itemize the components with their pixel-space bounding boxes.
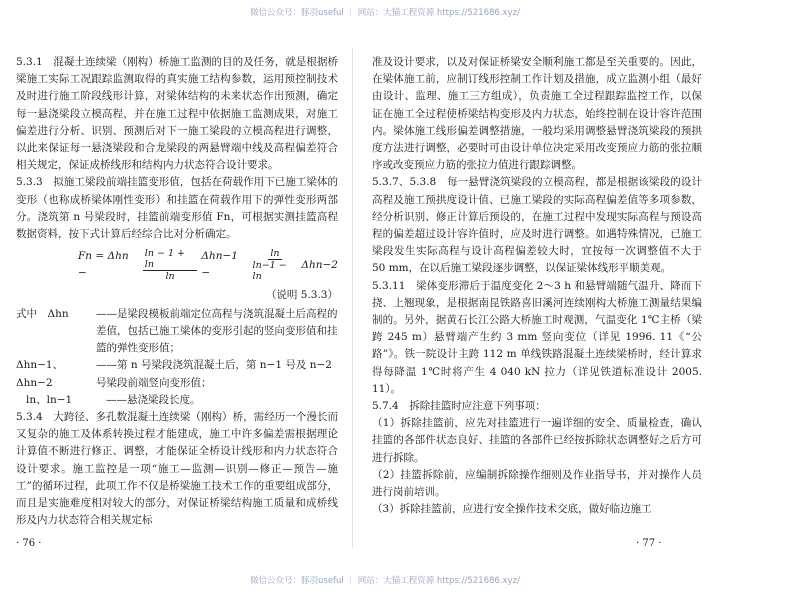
definition-symbol: ln、ln−1 [26, 393, 73, 406]
section-5-3-4-continued: 准及设计要求，以及对保证桥梁安全顺利施工都是至关重要的。因此，在梁体施工前，应制订线形控制工作计划及措施，成立监测小组（最好由设计、监理、施工三方组成），负责施工全过程跟踪监控工作，以保证在施工全过程使桥梁结构变形及内力状态，始终控制在设计容许范围内。梁体施工线形偏差调整措施，一般均采用调整悬臂浇筑梁段的预拱度方法进行调整，必要时可由设计单位决定采用改变预应力筋的张拉顺序或改变预应力筋的张拉力值进行跟踪调整。 [372, 56, 702, 172]
right-page-number: · 77 · [636, 538, 662, 549]
definition-text: ——是梁段模板前端定位高程与浇筑混凝土后高程的差值，包括已施工梁体的变形引起的竖向变形值和挂篮的弹性变形值； [96, 307, 338, 355]
formula-fraction-2 [253, 248, 298, 282]
left-page-number: · 76 · [16, 538, 42, 549]
section-5-3-11: 5.3.11 梁体变形滞后于温度变化 2～3 h 和悬臂端随气温升、降而下挠、上翘现象，是根据南昆铁路喜旧溪河连续刚构大桥施工测量结果编制的。另外，据黄石长江公路大桥施工时观测，气温变化 1℃主桥（梁跨 245 m）悬臂端产生约 3 mm 竖向变位（详见 1996. 11《“公路”》。铁一院设计主跨 112 m 单线铁路混凝土连续梁桥时，经计算求得每降温 1℃时将产生 4 040 kN 拉力（详见铁道标准设计 2005. 11）。 [372, 279, 702, 395]
definition-symbol: 式中 Δhn [16, 307, 69, 320]
equation-label: （说明 5.3.3） [265, 288, 338, 301]
section-5-7-4: 5.7.4 拆除挂篮时应注意下列事项： [372, 400, 546, 413]
formula-fraction-1 [143, 248, 198, 282]
formula-lhs: Fn = Δhn − [78, 250, 129, 280]
fraction-1-denominator: ln [165, 271, 175, 283]
definition-symbol: Δhn−1、Δhn−2 [16, 359, 64, 389]
fraction-1-numerator: ln − 1 + ln [143, 248, 198, 271]
left-page [16, 54, 338, 529]
definition-row [16, 392, 338, 409]
bottom-watermark: 微信公众号：豚羽useful ｜ 网站：大猫工程资源 https://521686.xyz/ [250, 576, 520, 586]
section-5-3-4: 5.3.4 大跨径、多孔数混凝土连续梁（刚构）桥，需经历一个漫长而又复杂的施工及体系转换过程才能建成，施工中许多偏差需根据理论计算值不断进行修正、调整，才能保证全桥设计线形和内力状态符合设计要求。施工监控是一项“施工—监测—识别—修正—预告—施工”的循环过程，此项工作不仅是桥梁施工技术工作的重要组成部分，而且是实施难度相对较大的部分，对保证桥梁结构施工质量和成桥线形及内力状态符合相关规定标 [16, 411, 338, 527]
formula-tail: Δhn−2 [301, 258, 338, 271]
fraction-2-numerator: ln [270, 248, 280, 260]
definition-row [16, 306, 338, 358]
list-item: （2）挂篮拆除前，应编制拆除操作细则及作业指导书，并对操作人员进行岗前培训。 [372, 468, 702, 499]
definition-row [16, 357, 338, 391]
list-item: （3）拆除挂篮前，应进行安全操作技术交底，做好临边施工 [372, 503, 652, 516]
fraction-2-denominator: ln−1 − ln [252, 260, 287, 283]
section-5-3-3: 5.3.3 拟施工梁段前端挂篮变形值，包括在荷载作用下已施工梁体的变形（也称成桥梁体刚性变形）和挂篮在荷载作用下的弹性变形两部分。浇筑第 n 号梁段时，挂篮前端变形值 Fn，可根据实测挂篮高程数据资料，按下式计算后经综合比对分析确定。 [16, 176, 338, 241]
deformation-formula [78, 248, 338, 282]
definition-text: ——悬浇梁段长度。 [106, 393, 201, 406]
formula-middle: Δhn−1 − [201, 250, 238, 280]
top-watermark: 微信公众号：豚羽useful ｜ 网站：大猫工程资源 https://521686.xyz/ [250, 8, 520, 18]
page-gutter [352, 48, 353, 548]
right-page [372, 54, 702, 518]
definition-text: ——第 n 号梁段浇筑混凝土后，第 n−1 号及 n−2 号梁段前端竖向变形值； [96, 359, 332, 389]
list-item: （1）拆除挂篮前，应先对挂篮进行一遍详细的安全、质量检查，确认挂篮的各部件状态良好、挂篮的各部件已经按拆除状态调整好之后方可进行拆除。 [372, 417, 702, 464]
section-5-3-1: 5.3.1 混凝土连续梁（刚构）桥施工监测的目的及任务，就是根据桥梁施工实际工况跟踪监测取得的真实施工结构参数，运用预控制技术及时进行施工阶段线形计算，对梁体结构的未来状态作出预测，确定每一悬浇梁段立模高程，并在施工过程中依据施工监测成果，对施工偏差进行分析、识别、预测后对下一施工梁段的立模高程进行调整，以此来保证每一悬浇梁段和合龙梁段的两悬臂端中线及高程偏差符合相关规定，保证成桥线形和结构内力状态符合设计要求。 [16, 56, 338, 172]
section-5-3-7: 5.3.7、5.3.8 每一悬臂浇筑梁段的立模高程，都是根据该梁段的设计高程及施工预拱度设计值、已施工梁段的实际高程偏差值等多项参数，经分析识别、修正计算后预设的，在施工过程中发现实际高程与预设高程的偏差超过设计容许值时，应及时进行调整。如遇特殊情况，已施工梁段发生实际高程与设计高程偏差较大时，宜按每一次调整值不大于 50 mm，在以后施工梁段逐步调整，以保证梁体线形平顺美观。 [372, 176, 702, 275]
